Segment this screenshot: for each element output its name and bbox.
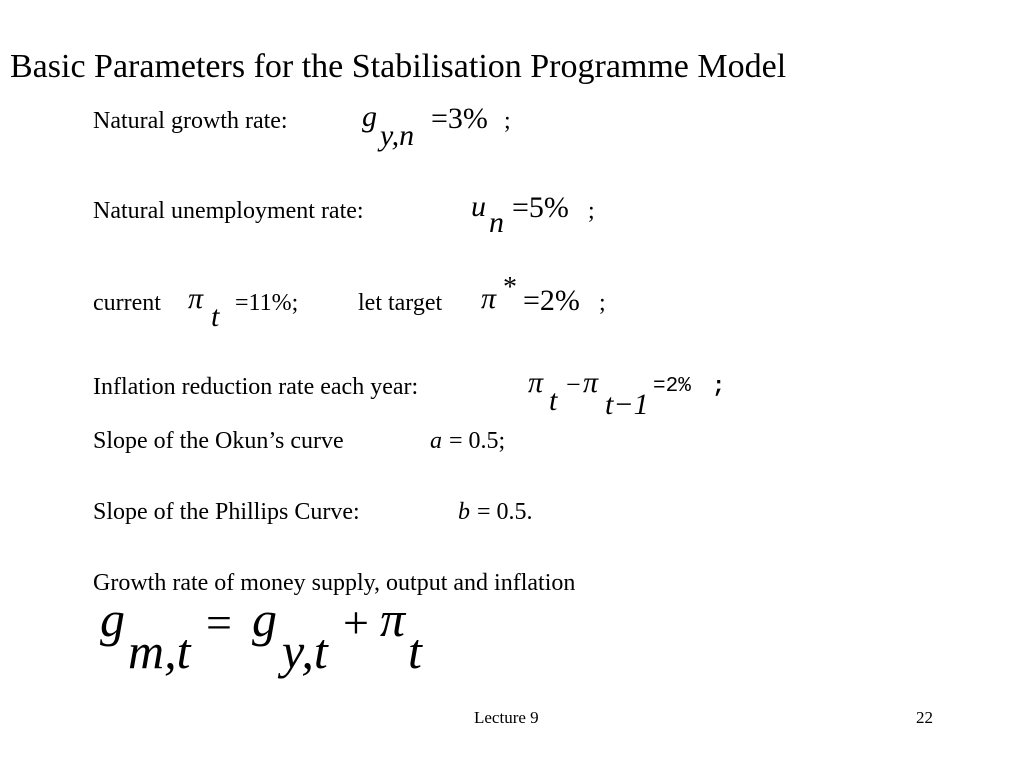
reduction-subscript-previous: t−1	[605, 388, 649, 421]
money-growth-equals: =	[206, 597, 232, 648]
money-growth-g: g	[100, 591, 125, 647]
current-label: current	[93, 290, 161, 316]
slide-title: Basic Parameters for the Stabilisation Programme Model	[10, 48, 787, 85]
growth-rate-symbol: g	[362, 100, 377, 133]
target-inflation-semicolon: ;	[599, 290, 606, 316]
phillips-slope-label: Slope of the Phillips Curve:	[93, 499, 360, 525]
phillips-slope-value: = 0.5.	[477, 499, 533, 525]
target-label: let target	[358, 290, 443, 316]
current-inflation-value: =11%;	[235, 290, 299, 316]
money-growth-label: Growth rate of money supply, output and inflation	[93, 570, 576, 596]
unemployment-rate-value: =5%	[512, 191, 569, 224]
unemployment-rate-semicolon: ;	[588, 198, 595, 224]
money-growth-subscript: m,t	[128, 623, 191, 679]
reduction-pi-current: π	[528, 366, 544, 399]
output-growth-subscript: y,t	[282, 623, 328, 679]
target-inflation-symbol: π	[481, 282, 497, 315]
current-inflation-symbol: π	[188, 282, 204, 315]
reduction-rate-semicolon: ;	[712, 374, 726, 399]
phillips-slope-variable: b	[458, 499, 470, 525]
output-growth-g: g	[252, 591, 277, 647]
target-inflation-star: *	[503, 272, 517, 303]
footer-lecture: Lecture 9	[474, 708, 539, 727]
reduction-minus-sign: −	[566, 370, 581, 399]
okun-slope-value: = 0.5;	[449, 428, 506, 454]
reduction-rate-value: =2%	[653, 375, 691, 398]
money-growth-plus: +	[343, 597, 369, 648]
footer-page-number: 22	[916, 708, 933, 727]
money-growth-pi: π	[380, 591, 406, 647]
unemployment-rate-symbol: u	[471, 190, 486, 223]
growth-rate-semicolon: ;	[504, 108, 511, 134]
current-inflation-subscript: t	[211, 300, 220, 333]
unemployment-rate-subscript: n	[489, 206, 504, 239]
reduction-rate-label: Inflation reduction rate each year:	[93, 374, 419, 400]
growth-rate-subscript: y,n	[380, 119, 415, 152]
okun-slope-label: Slope of the Okun’s curve	[93, 428, 344, 454]
okun-slope-variable: a	[430, 428, 442, 454]
reduction-pi-previous: π	[583, 366, 599, 399]
unemployment-rate-label: Natural unemployment rate:	[93, 198, 364, 224]
target-inflation-value: =2%	[523, 284, 580, 317]
money-growth-pi-subscript: t	[408, 623, 422, 679]
growth-rate-label: Natural growth rate:	[93, 108, 288, 134]
growth-rate-value: =3%	[431, 102, 488, 135]
reduction-subscript-current: t	[549, 384, 558, 417]
